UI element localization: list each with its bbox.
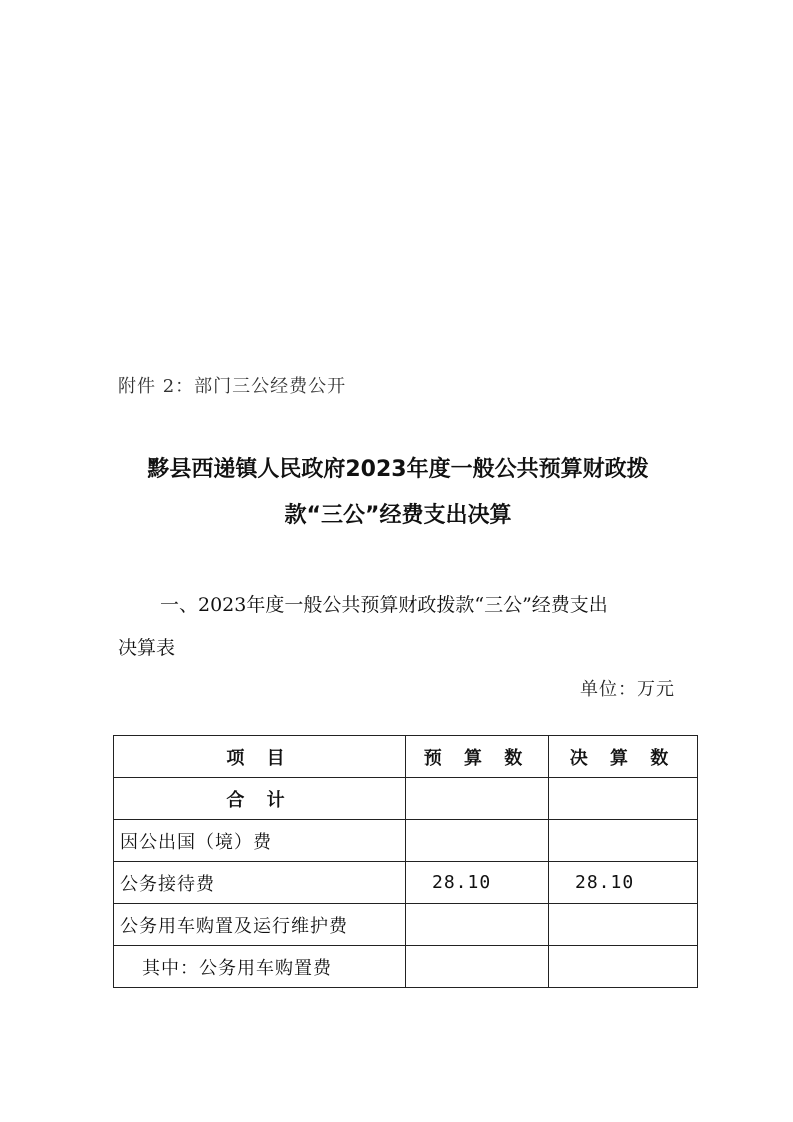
row-budget-total xyxy=(406,778,549,820)
attachment-label: 附件 2：部门三公经费公开 xyxy=(118,376,347,397)
expenditure-table xyxy=(113,735,698,988)
unit-label: 单位：万元 xyxy=(580,679,675,700)
section-heading-line-1: 一、2023年度一般公共预算财政拨款“三公”经费支出 xyxy=(160,594,608,616)
section-heading-line-2: 决算表 xyxy=(118,637,176,659)
table-row-overseas xyxy=(114,820,698,862)
document-title-line-1: 黟县西递镇人民政府2023年度一般公共预算财政拨 xyxy=(147,457,649,482)
row-item-total: 合 计 xyxy=(114,778,406,820)
row-final-vehicles xyxy=(549,904,698,946)
header-item: 项 目 xyxy=(114,736,406,778)
row-final-reception: 28.10 xyxy=(549,862,698,904)
row-final-vehicle-purchase xyxy=(549,946,698,988)
row-final-total xyxy=(549,778,698,820)
row-final-overseas xyxy=(549,820,698,862)
table-row-total xyxy=(114,778,698,820)
row-budget-vehicle-purchase xyxy=(406,946,549,988)
row-budget-overseas xyxy=(406,820,549,862)
row-item-vehicles: 公务用车购置及运行维护费 xyxy=(114,904,406,946)
table-row-reception xyxy=(114,862,698,904)
table-row-vehicle-purchase xyxy=(114,946,698,988)
row-item-overseas: 因公出国（境）费 xyxy=(114,820,406,862)
row-item-reception: 公务接待费 xyxy=(114,862,406,904)
row-budget-vehicles xyxy=(406,904,549,946)
header-final: 决 算 数 xyxy=(549,736,698,778)
document-title-line-2: 款“三公”经费支出决算 xyxy=(284,503,512,528)
table-header-row xyxy=(114,736,698,778)
row-budget-reception: 28.10 xyxy=(406,862,549,904)
header-budget: 预 算 数 xyxy=(406,736,549,778)
table-row-vehicles xyxy=(114,904,698,946)
row-item-vehicle-purchase: 其中：公务用车购置费 xyxy=(114,946,406,988)
